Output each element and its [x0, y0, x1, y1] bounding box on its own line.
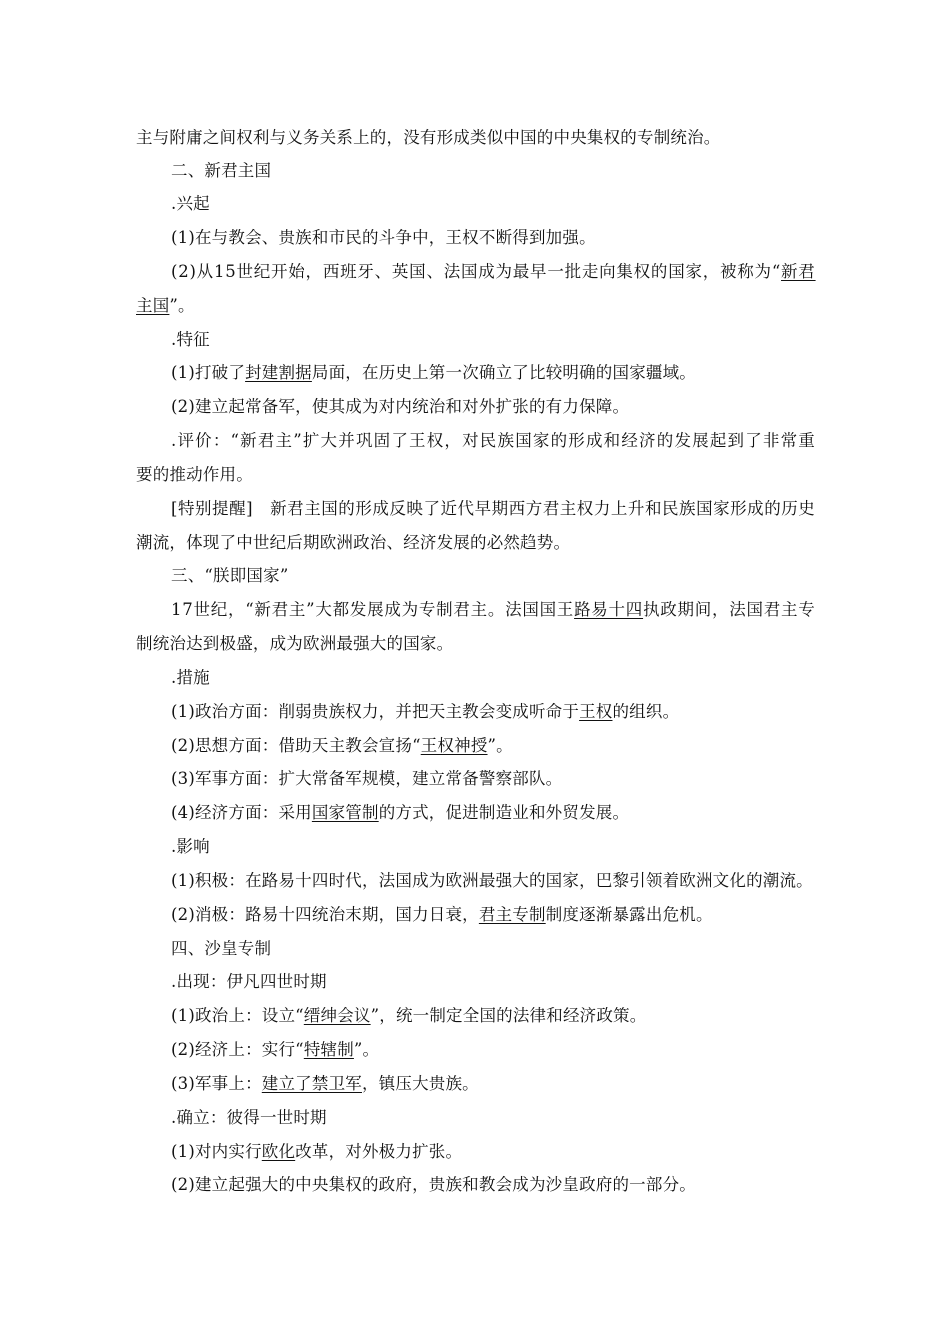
- text-line-10: [171, 431, 816, 451]
- text-segment: 的方式，促进制造业和外贸发展。: [378, 803, 630, 822]
- text-line-6: [136, 296, 195, 316]
- underlined-term: 路易十四: [574, 600, 644, 619]
- underlined-term: 欧化: [261, 1142, 296, 1161]
- text-line-22: [171, 837, 210, 857]
- text-segment: ”，统一制定全国的法律和经济政策。: [370, 1006, 647, 1025]
- text-line-26: [171, 972, 327, 992]
- text-line-1: [136, 128, 721, 148]
- underlined-term: 建立了禁卫军: [261, 1074, 362, 1093]
- text-line-8: [171, 363, 696, 383]
- text-segment: ，镇压大贵族。: [361, 1074, 479, 1093]
- text-line-16: [136, 634, 453, 654]
- text-line-4: [171, 228, 596, 248]
- text-segment: 制统治达到极盛，成为欧洲最强大的国家。: [136, 634, 454, 653]
- text-line-5: [171, 262, 816, 282]
- text-segment: (2)经济上：实行“: [171, 1040, 304, 1059]
- text-segment: ”。: [169, 296, 195, 315]
- text-segment: (1)打破了: [171, 363, 246, 382]
- text-segment: 主与附庸之间权利与义务关系上的，没有形成类似中国的中央集权的专制统治。: [136, 128, 721, 147]
- text-segment: (3)军事上：: [171, 1074, 262, 1093]
- underlined-term: 封建割据: [245, 363, 312, 382]
- text-segment: (2)消极：路易十四统治末期，国力日衰，: [171, 905, 479, 924]
- text-line-20: [171, 769, 562, 789]
- text-segment: 二、新君主国: [171, 161, 272, 180]
- text-segment: 制度逐渐暴露出危机。: [545, 905, 713, 924]
- text-line-9: [171, 397, 629, 417]
- text-segment: (1)在与教会、贵族和市民的斗争中，王权不断得到加强。: [171, 228, 596, 247]
- text-line-7: [171, 330, 210, 350]
- text-segment: 17世纪，“新君主”大都发展成为专制君主。法国国王: [171, 600, 575, 619]
- underlined-term: 王权神授: [420, 736, 488, 755]
- text-segment: .特征: [171, 330, 210, 349]
- text-segment: .措施: [171, 668, 210, 687]
- text-segment: .出现：伊凡四世时期: [171, 972, 327, 991]
- text-segment: ”。: [353, 1040, 380, 1059]
- text-segment: (2)建立起常备军，使其成为对内统治和对外扩张的有力保障。: [171, 397, 630, 416]
- text-line-31: [171, 1142, 462, 1162]
- text-segment: (2)从15世纪开始，西班牙、英国、法国成为最早一批走向集权的国家，被称为“: [171, 262, 782, 281]
- text-segment: (1)积极：在路易十四时代，法国成为欧洲最强大的国家，巴黎引领着欧洲文化的潮流。: [171, 871, 813, 890]
- text-segment: (1)政治方面：削弱贵族权力，并把天主教会变成听命于: [171, 702, 580, 721]
- text-line-29: [171, 1074, 479, 1094]
- underlined-term: 君主专制: [478, 905, 546, 924]
- text-segment: .兴起: [171, 194, 210, 213]
- text-segment: .评价：“新君主”扩大并巩固了王权，对民族国家的形成和经济的发展起到了非常重: [171, 431, 816, 450]
- text-segment: 执政期间，法国君主专: [643, 600, 816, 619]
- text-segment: (4)经济方面：采用: [171, 803, 312, 822]
- text-line-21: [171, 803, 629, 823]
- text-line-27: [171, 1006, 646, 1026]
- text-segment: ”。: [487, 736, 513, 755]
- text-line-19: [171, 736, 513, 756]
- text-segment: [特别提醒] 新君主国的形成反映了近代早期西方君主权力上升和民族国家形成的历史: [171, 499, 816, 518]
- text-segment: 三、“朕即国家”: [171, 566, 289, 585]
- text-segment: 要的推动作用。: [136, 465, 253, 484]
- text-segment: (2)思想方面：借助天主教会宣扬“: [171, 736, 421, 755]
- text-segment: 四、沙皇专制: [171, 939, 272, 958]
- text-line-15: [171, 600, 816, 620]
- text-segment: .影响: [171, 837, 210, 856]
- text-line-13: [136, 533, 570, 553]
- underlined-term: 新君: [781, 262, 816, 281]
- text-segment: 局面，在历史上第一次确立了比较明确的国家疆域。: [311, 363, 696, 382]
- text-segment: (2)建立起强大的中央集权的政府，贵族和教会成为沙皇政府的一部分。: [171, 1175, 696, 1194]
- underlined-term: 特辖制: [303, 1040, 354, 1059]
- text-segment: (1)政治上：设立“: [171, 1006, 304, 1025]
- text-line-2: [171, 161, 271, 181]
- text-line-12: [171, 499, 815, 519]
- text-line-23: [171, 871, 813, 891]
- text-line-3: [171, 194, 210, 214]
- text-line-28: [171, 1040, 379, 1060]
- text-line-18: [171, 702, 679, 722]
- underlined-term: 王权: [579, 702, 613, 721]
- text-segment: .确立：彼得一世时期: [171, 1108, 327, 1127]
- underlined-term: 缙绅会议: [303, 1006, 371, 1025]
- text-line-25: [171, 939, 271, 959]
- text-line-32: [171, 1175, 696, 1195]
- text-line-30: [171, 1108, 327, 1128]
- text-segment: 的组织。: [612, 702, 680, 721]
- text-segment: (3)军事方面：扩大常备军规模，建立常备警察部队。: [171, 769, 563, 788]
- text-line-14: [171, 566, 288, 586]
- text-segment: 潮流，体现了中世纪后期欧洲政治、经济发展的必然趋势。: [136, 533, 571, 552]
- text-line-24: [171, 905, 713, 925]
- underlined-term: 主国: [136, 296, 170, 315]
- text-segment: 改革，对外极力扩张。: [295, 1142, 463, 1161]
- text-line-11: [136, 465, 253, 485]
- text-line-17: [171, 668, 210, 688]
- underlined-term: 国家管制: [311, 803, 379, 822]
- text-segment: (1)对内实行: [171, 1142, 262, 1161]
